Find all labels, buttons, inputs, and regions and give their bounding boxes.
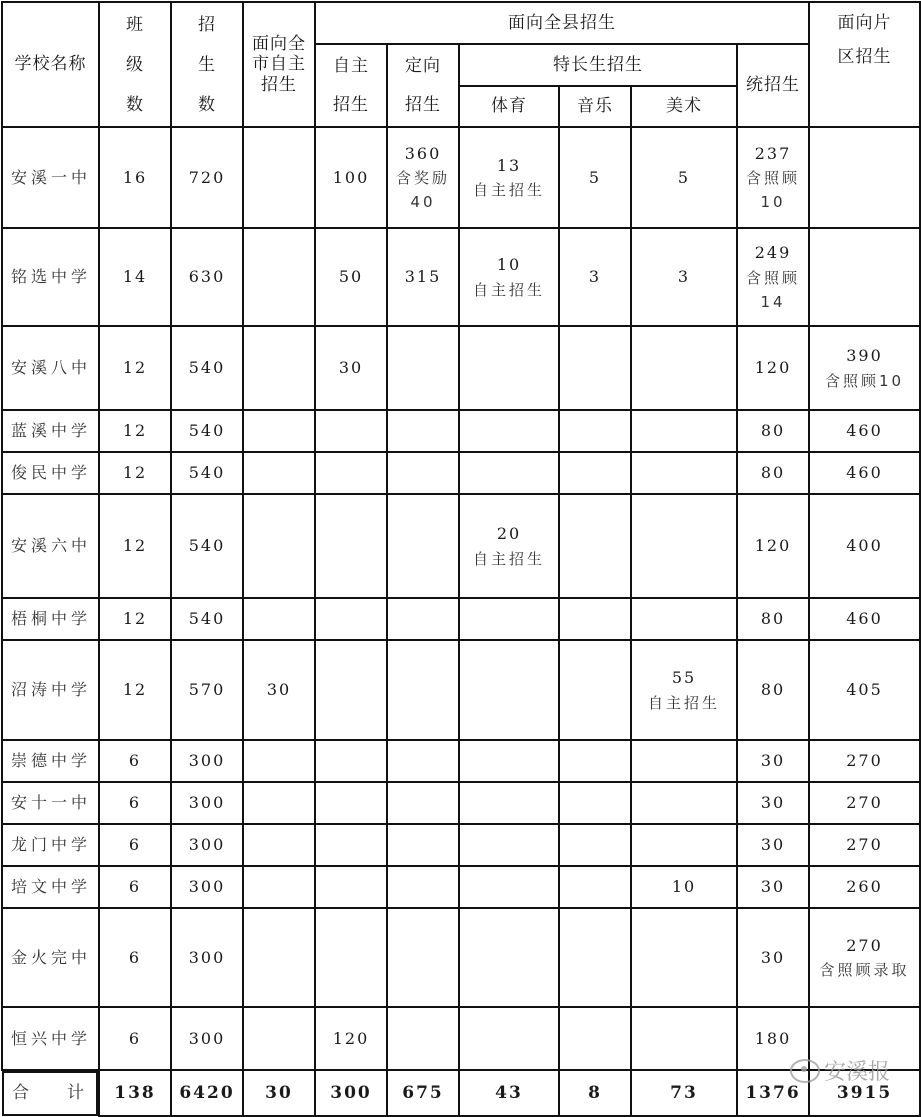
directed (387, 494, 459, 598)
enroll-count: 300 (171, 740, 243, 782)
header-class-count: 班 级 数 (99, 2, 171, 127)
table-row (2, 127, 920, 228)
directed (387, 824, 459, 866)
city-self (243, 1007, 315, 1070)
class-count: 12 (99, 410, 171, 452)
table-row (2, 824, 920, 866)
total-music: 8 (559, 1070, 631, 1116)
wechat-icon (790, 1059, 820, 1083)
total-city-self: 30 (243, 1070, 315, 1116)
total-enroll: 6420 (171, 1070, 243, 1116)
school-name: 龙门中学 (2, 824, 99, 866)
watermark: 安溪报 (790, 1055, 890, 1086)
table-row (2, 740, 920, 782)
city-self (243, 127, 315, 228)
directed: 315 (387, 228, 459, 326)
enroll-count: 300 (171, 866, 243, 908)
district: 460 (809, 452, 920, 494)
unified: 30 (737, 740, 809, 782)
art (631, 494, 737, 598)
header-school-name: 学校名称 (2, 2, 99, 127)
total-directed: 675 (387, 1070, 459, 1116)
total-label: 合 计 (2, 1071, 98, 1116)
table-row (2, 452, 920, 494)
county-self (315, 452, 387, 494)
header-art: 美术 (631, 86, 737, 127)
city-self (243, 866, 315, 908)
class-count: 16 (99, 127, 171, 228)
county-self (315, 866, 387, 908)
music (559, 824, 631, 866)
unified: 120 (737, 326, 809, 410)
school-name: 安十一中 (2, 782, 99, 824)
art: 5 (631, 127, 737, 228)
school-name: 恒兴中学 (2, 1007, 99, 1070)
city-self (243, 598, 315, 640)
table-row (2, 228, 920, 326)
header-county: 面向全县招生 (315, 2, 809, 44)
music: 5 (559, 127, 631, 228)
enroll-count: 300 (171, 824, 243, 866)
county-self: 120 (315, 1007, 387, 1070)
district: 260 (809, 866, 920, 908)
district: 460 (809, 598, 920, 640)
music (559, 866, 631, 908)
table-row (2, 866, 920, 908)
art (631, 452, 737, 494)
art (631, 782, 737, 824)
school-name: 培文中学 (2, 866, 99, 908)
school-name: 梧桐中学 (2, 598, 99, 640)
district: 390 含照顾10 (809, 326, 920, 410)
sports: 20 自主招生 (459, 494, 559, 598)
county-self (315, 494, 387, 598)
music (559, 326, 631, 410)
enroll-count: 720 (171, 127, 243, 228)
district: 270 (809, 824, 920, 866)
county-self (315, 410, 387, 452)
sports (459, 740, 559, 782)
school-name: 安溪六中 (2, 494, 99, 598)
total-county-self: 300 (315, 1070, 387, 1116)
directed (387, 908, 459, 1007)
unified: 237 含照顾 10 (737, 127, 809, 228)
city-self (243, 452, 315, 494)
city-self (243, 824, 315, 866)
music (559, 452, 631, 494)
unified: 80 (737, 452, 809, 494)
enroll-count: 300 (171, 782, 243, 824)
county-self (315, 740, 387, 782)
table-row (2, 326, 920, 410)
city-self (243, 228, 315, 326)
directed (387, 640, 459, 740)
music (559, 410, 631, 452)
total-row (2, 1070, 920, 1116)
directed (387, 782, 459, 824)
county-self: 30 (315, 326, 387, 410)
music (559, 782, 631, 824)
class-count: 6 (99, 782, 171, 824)
city-self (243, 326, 315, 410)
directed (387, 410, 459, 452)
table-row (2, 908, 920, 1007)
class-count: 6 (99, 908, 171, 1007)
county-self (315, 782, 387, 824)
enroll-count: 300 (171, 908, 243, 1007)
music (559, 908, 631, 1007)
header-music: 音乐 (559, 86, 631, 127)
header-unified: 统招生 (737, 44, 809, 127)
enroll-count: 540 (171, 326, 243, 410)
school-name: 安溪八中 (2, 326, 99, 410)
art (631, 326, 737, 410)
header-district: 面向片 区招生 (809, 2, 920, 127)
sports (459, 1007, 559, 1070)
class-count: 12 (99, 452, 171, 494)
unified: 80 (737, 410, 809, 452)
music (559, 598, 631, 640)
directed (387, 1007, 459, 1070)
city-self (243, 782, 315, 824)
music (559, 1007, 631, 1070)
directed (387, 326, 459, 410)
art: 10 (631, 866, 737, 908)
school-name: 铭选中学 (2, 228, 99, 326)
enroll-count: 630 (171, 228, 243, 326)
sports: 13 自主招生 (459, 127, 559, 228)
art: 3 (631, 228, 737, 326)
city-self (243, 410, 315, 452)
enroll-count: 540 (171, 494, 243, 598)
art (631, 410, 737, 452)
table-row (2, 598, 920, 640)
district: 405 (809, 640, 920, 740)
sports (459, 866, 559, 908)
sports (459, 782, 559, 824)
class-count: 12 (99, 494, 171, 598)
unified: 80 (737, 598, 809, 640)
unified: 30 (737, 824, 809, 866)
enrollment-plan-table (1, 1, 921, 1117)
table-row (2, 410, 920, 452)
total-sports: 43 (459, 1070, 559, 1116)
unified: 30 (737, 782, 809, 824)
sports (459, 452, 559, 494)
school-name: 沼涛中学 (2, 640, 99, 740)
district: 270 (809, 782, 920, 824)
district: 460 (809, 410, 920, 452)
class-count: 12 (99, 640, 171, 740)
unified: 30 (737, 908, 809, 1007)
district: 400 (809, 494, 920, 598)
county-self: 50 (315, 228, 387, 326)
sports (459, 908, 559, 1007)
unified: 30 (737, 866, 809, 908)
school-name: 蓝溪中学 (2, 410, 99, 452)
unified: 180 (737, 1007, 809, 1070)
city-self (243, 494, 315, 598)
class-count: 12 (99, 326, 171, 410)
class-count: 6 (99, 1007, 171, 1070)
directed (387, 740, 459, 782)
class-count: 6 (99, 740, 171, 782)
sports (459, 410, 559, 452)
county-self (315, 598, 387, 640)
header-enroll-count: 招 生 数 (171, 2, 243, 127)
district (809, 127, 920, 228)
unified: 80 (737, 640, 809, 740)
county-self (315, 824, 387, 866)
district (809, 228, 920, 326)
art (631, 1007, 737, 1070)
county-self (315, 908, 387, 1007)
class-count: 12 (99, 598, 171, 640)
art (631, 598, 737, 640)
enroll-count: 540 (171, 410, 243, 452)
directed (387, 452, 459, 494)
class-count: 6 (99, 824, 171, 866)
music: 3 (559, 228, 631, 326)
enroll-count: 540 (171, 598, 243, 640)
header-specialty: 特长生招生 (459, 44, 737, 86)
total-district: 3915 (809, 1070, 920, 1116)
directed (387, 866, 459, 908)
music (559, 640, 631, 740)
total-classes: 138 (99, 1070, 171, 1116)
table-row (2, 494, 920, 598)
city-self: 30 (243, 640, 315, 740)
district: 270 含照顾录取 (809, 908, 920, 1007)
unified: 120 (737, 494, 809, 598)
school-name: 金火完中 (2, 908, 99, 1007)
class-count: 14 (99, 228, 171, 326)
header-city-self: 面向全市自主招生 (243, 2, 315, 127)
art (631, 908, 737, 1007)
sports (459, 640, 559, 740)
table-row (2, 782, 920, 824)
school-name: 安溪一中 (2, 127, 99, 228)
sports (459, 598, 559, 640)
enroll-count: 300 (171, 1007, 243, 1070)
county-self (315, 640, 387, 740)
school-name: 崇德中学 (2, 740, 99, 782)
county-self: 100 (315, 127, 387, 228)
header-sports: 体育 (459, 86, 559, 127)
class-count: 6 (99, 866, 171, 908)
sports (459, 824, 559, 866)
city-self (243, 908, 315, 1007)
directed (387, 598, 459, 640)
district: 270 (809, 740, 920, 782)
header-county-directed: 定向 招生 (387, 44, 459, 127)
art: 55 自主招生 (631, 640, 737, 740)
city-self (243, 740, 315, 782)
enroll-count: 540 (171, 452, 243, 494)
enroll-count: 570 (171, 640, 243, 740)
directed: 360 含奖励 40 (387, 127, 459, 228)
art (631, 824, 737, 866)
sports (459, 326, 559, 410)
school-name: 俊民中学 (2, 452, 99, 494)
music (559, 494, 631, 598)
table-row (2, 1007, 920, 1070)
table-row (2, 640, 920, 740)
header-county-self: 自主 招生 (315, 44, 387, 127)
music (559, 740, 631, 782)
unified: 249 含照顾 14 (737, 228, 809, 326)
art (631, 740, 737, 782)
sports: 10 自主招生 (459, 228, 559, 326)
total-art: 73 (631, 1070, 737, 1116)
total-unified: 1376 (737, 1070, 809, 1116)
